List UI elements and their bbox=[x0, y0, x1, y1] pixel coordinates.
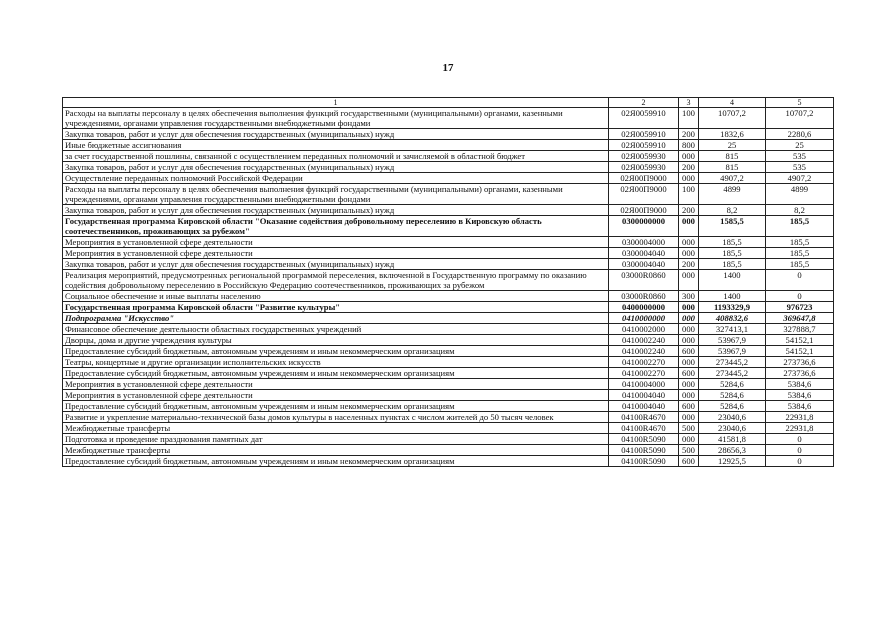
row-kind: 600 bbox=[679, 368, 699, 379]
row-value-2: 4899 bbox=[766, 184, 834, 205]
row-code: 0410002270 bbox=[609, 368, 679, 379]
table-row bbox=[63, 108, 834, 129]
table-row bbox=[63, 445, 834, 456]
row-kind: 000 bbox=[679, 412, 699, 423]
row-value-2: 0 bbox=[766, 434, 834, 445]
row-kind: 800 bbox=[679, 140, 699, 151]
table-row bbox=[63, 216, 834, 237]
table-header-row bbox=[63, 98, 834, 108]
table-row bbox=[63, 302, 834, 313]
row-value-2: 5384,6 bbox=[766, 401, 834, 412]
row-name: Закупка товаров, работ и услуг для обеспечения государственных (муниципальных) нужд bbox=[63, 205, 609, 216]
table-row bbox=[63, 412, 834, 423]
table-row bbox=[63, 357, 834, 368]
row-value-2: 0 bbox=[766, 445, 834, 456]
row-value-2: 273736,6 bbox=[766, 368, 834, 379]
row-kind: 000 bbox=[679, 151, 699, 162]
row-kind: 100 bbox=[679, 184, 699, 205]
row-code: 0410002000 bbox=[609, 324, 679, 335]
table-row bbox=[63, 184, 834, 205]
row-name: Осуществление переданных полномочий Российской Федерации bbox=[63, 173, 609, 184]
row-value-2: 0 bbox=[766, 456, 834, 467]
header-col-5: 5 bbox=[766, 98, 834, 108]
row-value-2: 2280,6 bbox=[766, 129, 834, 140]
row-value-2: 185,5 bbox=[766, 259, 834, 270]
row-value-1: 1832,6 bbox=[699, 129, 766, 140]
row-value-1: 5284,6 bbox=[699, 401, 766, 412]
row-code: 0410002270 bbox=[609, 357, 679, 368]
row-kind: 000 bbox=[679, 390, 699, 401]
row-name: Финансовое обеспечение деятельности областных государственных учреждений bbox=[63, 324, 609, 335]
table-row bbox=[63, 423, 834, 434]
row-value-2: 535 bbox=[766, 151, 834, 162]
row-value-1: 1400 bbox=[699, 270, 766, 291]
row-value-1: 8,2 bbox=[699, 205, 766, 216]
row-value-2: 10707,2 bbox=[766, 108, 834, 129]
table-row bbox=[63, 434, 834, 445]
row-code: 0300000000 bbox=[609, 216, 679, 237]
row-kind: 600 bbox=[679, 401, 699, 412]
table-row bbox=[63, 129, 834, 140]
row-name: Дворцы, дома и другие учреждения культуры bbox=[63, 335, 609, 346]
row-value-2: 369647,8 bbox=[766, 313, 834, 324]
table-row bbox=[63, 368, 834, 379]
row-code: 0410004000 bbox=[609, 379, 679, 390]
row-value-2: 22931,8 bbox=[766, 423, 834, 434]
row-value-1: 815 bbox=[699, 162, 766, 173]
row-kind: 300 bbox=[679, 291, 699, 302]
table-row bbox=[63, 324, 834, 335]
row-kind: 000 bbox=[679, 335, 699, 346]
row-kind: 500 bbox=[679, 423, 699, 434]
row-code: 04100R5090 bbox=[609, 445, 679, 456]
row-kind: 000 bbox=[679, 237, 699, 248]
row-kind: 000 bbox=[679, 324, 699, 335]
row-value-2: 0 bbox=[766, 270, 834, 291]
row-value-1: 12925,5 bbox=[699, 456, 766, 467]
table-row bbox=[63, 313, 834, 324]
row-value-1: 185,5 bbox=[699, 259, 766, 270]
row-name: Иные бюджетные ассигнования bbox=[63, 140, 609, 151]
row-code: 0410002240 bbox=[609, 346, 679, 357]
row-kind: 000 bbox=[679, 434, 699, 445]
row-name: Межбюджетные трансферты bbox=[63, 445, 609, 456]
row-kind: 100 bbox=[679, 108, 699, 129]
row-name: Расходы на выплаты персоналу в целях обеспечения выполнения функций государственными (муниципальными) органами, казенными учреждениями, органами управления государственными внебюджетными фондами bbox=[63, 108, 609, 129]
row-kind: 600 bbox=[679, 346, 699, 357]
row-value-1: 41581,8 bbox=[699, 434, 766, 445]
row-value-1: 273445,2 bbox=[699, 368, 766, 379]
row-value-1: 185,5 bbox=[699, 248, 766, 259]
row-name: Мероприятия в установленной сфере деятельности bbox=[63, 248, 609, 259]
row-code: 04100R4670 bbox=[609, 423, 679, 434]
table-row bbox=[63, 379, 834, 390]
row-value-1: 23040,6 bbox=[699, 412, 766, 423]
row-code: 03000R0860 bbox=[609, 291, 679, 302]
row-name: Мероприятия в установленной сфере деятельности bbox=[63, 237, 609, 248]
row-kind: 000 bbox=[679, 248, 699, 259]
row-name: Мероприятия в установленной сфере деятельности bbox=[63, 390, 609, 401]
row-value-1: 273445,2 bbox=[699, 357, 766, 368]
table-row bbox=[63, 346, 834, 357]
row-code: 0410004040 bbox=[609, 401, 679, 412]
row-value-2: 535 bbox=[766, 162, 834, 173]
row-code: 04100R5090 bbox=[609, 456, 679, 467]
row-name: Государственная программа Кировской области "Развитие культуры" bbox=[63, 302, 609, 313]
row-value-1: 408832,6 bbox=[699, 313, 766, 324]
row-code: 0410000000 bbox=[609, 313, 679, 324]
row-name: Подготовка и проведение празднования памятных дат bbox=[63, 434, 609, 445]
row-name: Государственная программа Кировской области "Оказание содействия добровольному переселению в Кировскую область соотечественников, проживающих за рубежом" bbox=[63, 216, 609, 237]
header-col-2: 2 bbox=[609, 98, 679, 108]
row-name: Реализация мероприятий, предусмотренных региональной программой переселения, включенной в Государственную программу по оказанию содействия добровольному переселению в Российскую Федерацию соотечественников, проживающих за рубежом bbox=[63, 270, 609, 291]
row-kind: 000 bbox=[679, 357, 699, 368]
row-value-2: 54152,1 bbox=[766, 335, 834, 346]
row-value-2: 976723 bbox=[766, 302, 834, 313]
header-col-4: 4 bbox=[699, 98, 766, 108]
budget-table bbox=[62, 97, 834, 467]
row-value-2: 25 bbox=[766, 140, 834, 151]
row-value-1: 5284,6 bbox=[699, 379, 766, 390]
row-kind: 000 bbox=[679, 173, 699, 184]
row-name: Социальное обеспечение и иные выплаты населению bbox=[63, 291, 609, 302]
row-value-1: 815 bbox=[699, 151, 766, 162]
row-code: 04100R5090 bbox=[609, 434, 679, 445]
row-code: 0410002240 bbox=[609, 335, 679, 346]
row-kind: 600 bbox=[679, 456, 699, 467]
row-name: Расходы на выплаты персоналу в целях обеспечения выполнения функций государственными (муниципальными) органами, казенными учреждениями, органами управления государственными внебюджетными фондами bbox=[63, 184, 609, 205]
row-code: 0300004040 bbox=[609, 259, 679, 270]
table-row bbox=[63, 151, 834, 162]
table-row bbox=[63, 390, 834, 401]
table-row bbox=[63, 270, 834, 291]
row-value-2: 185,5 bbox=[766, 248, 834, 259]
row-code: 0300004000 bbox=[609, 237, 679, 248]
row-value-2: 5384,6 bbox=[766, 379, 834, 390]
row-value-2: 22931,8 bbox=[766, 412, 834, 423]
row-name: Предоставление субсидий бюджетным, автономным учреждениям и иным некоммерческим организациям bbox=[63, 456, 609, 467]
row-name: Подпрограмма "Искусство" bbox=[63, 313, 609, 324]
header-col-3: 3 bbox=[679, 98, 699, 108]
row-name: Закупка товаров, работ и услуг для обеспечения государственных (муниципальных) нужд bbox=[63, 259, 609, 270]
row-code: 0410004040 bbox=[609, 390, 679, 401]
row-code: 02Я00П9000 bbox=[609, 184, 679, 205]
row-value-2: 5384,6 bbox=[766, 390, 834, 401]
row-code: 03000R0860 bbox=[609, 270, 679, 291]
row-kind: 000 bbox=[679, 313, 699, 324]
row-value-1: 53967,9 bbox=[699, 335, 766, 346]
row-code: 02Я00П9000 bbox=[609, 205, 679, 216]
row-name: Мероприятия в установленной сфере деятельности bbox=[63, 379, 609, 390]
row-name: Театры, концертные и другие организации исполнительских искусств bbox=[63, 357, 609, 368]
table-row bbox=[63, 259, 834, 270]
table-row bbox=[63, 456, 834, 467]
row-value-2: 185,5 bbox=[766, 237, 834, 248]
row-value-1: 1400 bbox=[699, 291, 766, 302]
page-number: 17 bbox=[442, 62, 454, 74]
header-col-1: 1 bbox=[63, 98, 609, 108]
row-name: Предоставление субсидий бюджетным, автономным учреждениям и иным некоммерческим организациям bbox=[63, 346, 609, 357]
row-value-1: 53967,9 bbox=[699, 346, 766, 357]
row-code: 02Я0059910 bbox=[609, 108, 679, 129]
row-value-1: 28656,3 bbox=[699, 445, 766, 456]
row-kind: 200 bbox=[679, 129, 699, 140]
row-kind: 200 bbox=[679, 162, 699, 173]
row-value-1: 185,5 bbox=[699, 237, 766, 248]
row-name: Межбюджетные трансферты bbox=[63, 423, 609, 434]
row-value-2: 273736,6 bbox=[766, 357, 834, 368]
row-value-1: 10707,2 bbox=[699, 108, 766, 129]
row-name: Закупка товаров, работ и услуг для обеспечения государственных (муниципальных) нужд bbox=[63, 162, 609, 173]
table-row bbox=[63, 140, 834, 151]
row-value-1: 327413,1 bbox=[699, 324, 766, 335]
row-code: 04100R4670 bbox=[609, 412, 679, 423]
row-code: 02Я0059910 bbox=[609, 140, 679, 151]
table-row bbox=[63, 173, 834, 184]
row-value-2: 0 bbox=[766, 291, 834, 302]
row-value-1: 5284,6 bbox=[699, 390, 766, 401]
row-code: 02Я0059930 bbox=[609, 162, 679, 173]
row-value-2: 185,5 bbox=[766, 216, 834, 237]
row-value-1: 4907,2 bbox=[699, 173, 766, 184]
row-code: 0400000000 bbox=[609, 302, 679, 313]
table-row bbox=[63, 205, 834, 216]
table-row bbox=[63, 401, 834, 412]
table-row bbox=[63, 291, 834, 302]
row-value-1: 4899 bbox=[699, 184, 766, 205]
table-row bbox=[63, 237, 834, 248]
row-value-2: 4907,2 bbox=[766, 173, 834, 184]
row-name: Закупка товаров, работ и услуг для обеспечения государственных (муниципальных) нужд bbox=[63, 129, 609, 140]
row-kind: 000 bbox=[679, 270, 699, 291]
row-code: 0300004040 bbox=[609, 248, 679, 259]
row-value-1: 1193329,9 bbox=[699, 302, 766, 313]
row-value-1: 1585,5 bbox=[699, 216, 766, 237]
row-name: Предоставление субсидий бюджетным, автономным учреждениям и иным некоммерческим организациям bbox=[63, 368, 609, 379]
row-code: 02Я0059910 bbox=[609, 129, 679, 140]
row-kind: 200 bbox=[679, 205, 699, 216]
row-kind: 500 bbox=[679, 445, 699, 456]
row-value-1: 25 bbox=[699, 140, 766, 151]
row-name: Предоставление субсидий бюджетным, автономным учреждениям и иным некоммерческим организациям bbox=[63, 401, 609, 412]
row-code: 02Я0059930 bbox=[609, 151, 679, 162]
table-row bbox=[63, 162, 834, 173]
row-value-2: 8,2 bbox=[766, 205, 834, 216]
row-kind: 000 bbox=[679, 302, 699, 313]
row-kind: 000 bbox=[679, 379, 699, 390]
row-name: за счет государственной пошлины, связанной с осуществлением переданных полномочий и зачисляемой в областной бюджет bbox=[63, 151, 609, 162]
row-value-2: 54152,1 bbox=[766, 346, 834, 357]
row-name: Развитие и укрепление материально-технической базы домов культуры в населенных пунктах с числом жителей до 50 тысяч человек bbox=[63, 412, 609, 423]
row-code: 02Я00П9000 bbox=[609, 173, 679, 184]
row-value-1: 23040,6 bbox=[699, 423, 766, 434]
row-kind: 000 bbox=[679, 216, 699, 237]
table-row bbox=[63, 248, 834, 259]
row-value-2: 327888,7 bbox=[766, 324, 834, 335]
table-row bbox=[63, 335, 834, 346]
row-kind: 200 bbox=[679, 259, 699, 270]
